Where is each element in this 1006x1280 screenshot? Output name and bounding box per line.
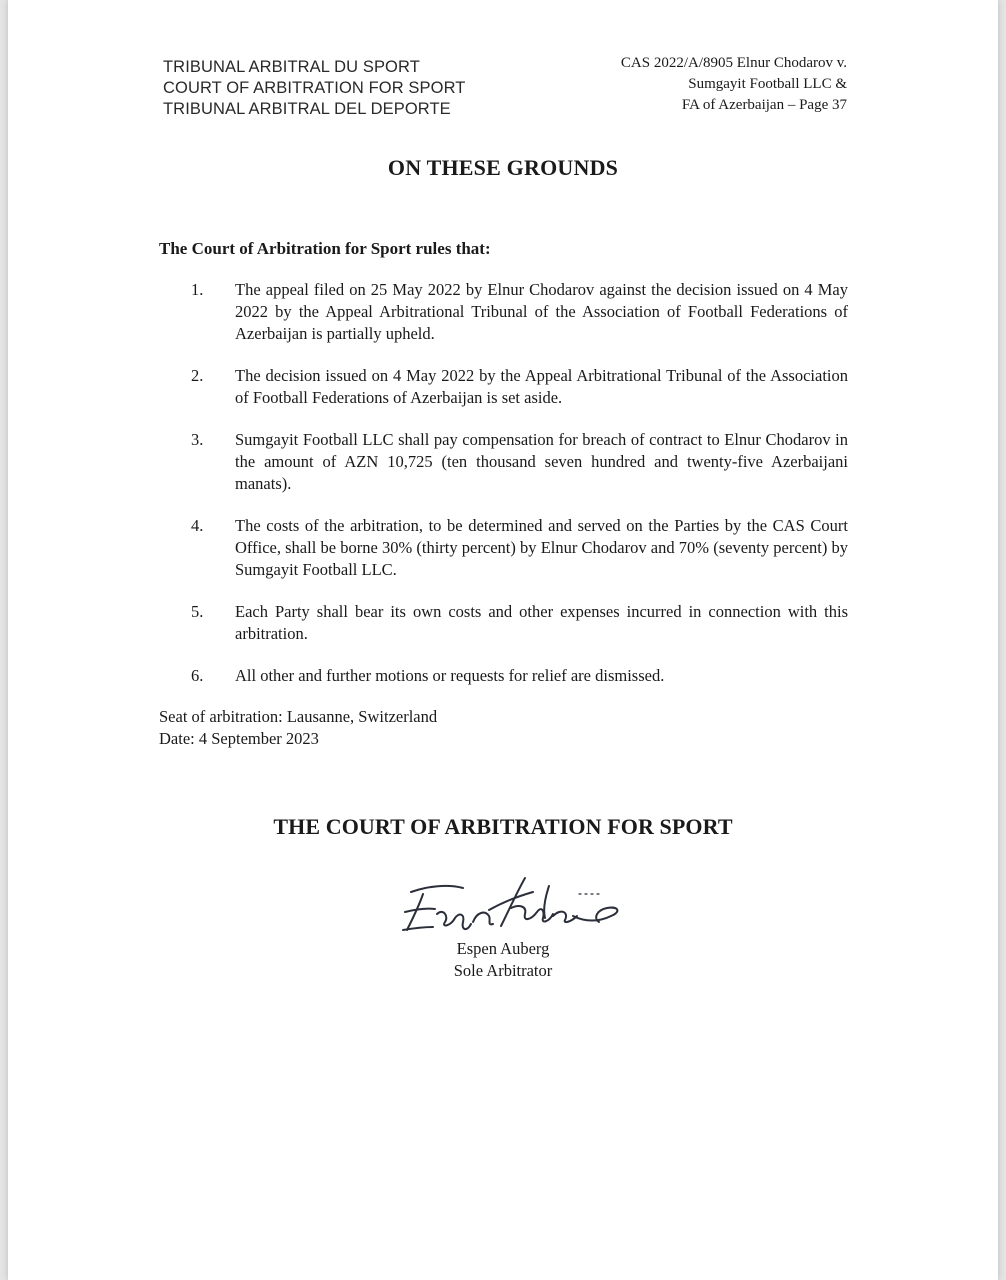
signature-stroke (405, 909, 435, 912)
signer-role: Sole Arbitrator (453, 961, 553, 980)
ruling-number: 1. (191, 280, 204, 299)
signature-stroke (437, 912, 471, 929)
signature-stroke (473, 913, 493, 925)
signer-name: Espen Auberg (456, 939, 550, 958)
signature-stroke (407, 894, 423, 930)
ruling-text: The decision issued on 4 May 2022 by the Appeal Arbitrational Tribunal of the Association of Football Federations of Azerbaijan is set aside. (235, 366, 848, 407)
rulings-list (159, 279, 848, 687)
section-title: ON THESE GROUNDS (387, 155, 619, 180)
ruling-number: 5. (191, 602, 204, 621)
ruling-item (159, 279, 848, 345)
case-reference-line-1: CAS 2022/A/8905 Elnur Chodarov v. (620, 55, 847, 71)
document-page (8, 0, 998, 1280)
seat-and-date (159, 706, 437, 750)
court-name-french: TRIBUNAL ARBITRAL DU SPORT (163, 58, 420, 76)
signature-stroke (411, 886, 463, 892)
ruling-item (159, 665, 848, 687)
ruling-item (159, 429, 848, 495)
ruling-text: Each Party shall bear its own costs and other expenses incurred in connection with this arbitration. (235, 602, 848, 643)
court-name-english: COURT OF ARBITRATION FOR SPORT (163, 79, 466, 97)
ruling-number: 2. (191, 366, 204, 385)
seat-of-arbitration: Seat of arbitration: Lausanne, Switzerland (159, 707, 438, 726)
decision-date: Date: 4 September 2023 (159, 729, 319, 748)
ruling-number: 4. (191, 516, 204, 535)
ruling-text: Sumgayit Football LLC shall pay compensation for breach of contract to Elnur Chodarov in the amount of AZN 10,725 (ten thousand seven hundred and twenty-five Azerbaijani manats). (235, 430, 848, 493)
ruling-text: The appeal filed on 25 May 2022 by Elnur Chodarov against the decision issued on 4 May 2022 by the Appeal Arbitrational Tribunal of the Association of Football Federations of Azerbaijan is partially upheld. (235, 280, 848, 343)
ruling-item (159, 365, 848, 409)
signature-strokes (403, 878, 617, 930)
case-reference-line-2: Sumgayit Football LLC & (688, 76, 847, 92)
ruling-item (159, 601, 848, 645)
rules-intro: The Court of Arbitration for Sport rules that: (159, 239, 491, 258)
ruling-text: All other and further motions or requests for relief are dismissed. (235, 666, 665, 685)
signature-stroke (573, 908, 617, 922)
court-name-spanish: TRIBUNAL ARBITRAL DEL DEPORTE (163, 100, 451, 118)
closing-title: THE COURT OF ARBITRATION FOR SPORT (273, 814, 733, 839)
signature-stroke (544, 886, 549, 918)
handwritten-signature (393, 872, 633, 942)
case-reference-line-3: FA of Azerbaijan – Page 37 (681, 97, 847, 113)
ruling-number: 6. (191, 666, 204, 685)
signatory-block (8, 938, 998, 982)
court-name-header (163, 57, 465, 120)
ruling-number: 3. (191, 430, 204, 449)
ruling-item (159, 515, 848, 581)
signature-stroke (511, 906, 553, 921)
case-reference-header (621, 53, 847, 116)
ruling-text: The costs of the arbitration, to be determined and served on the Parties by the CAS Court Office, shall be borne 30% (thirty percent) by Elnur Chodarov and 70% (seventy percent) by Sumgayit Football LLC. (235, 516, 848, 579)
